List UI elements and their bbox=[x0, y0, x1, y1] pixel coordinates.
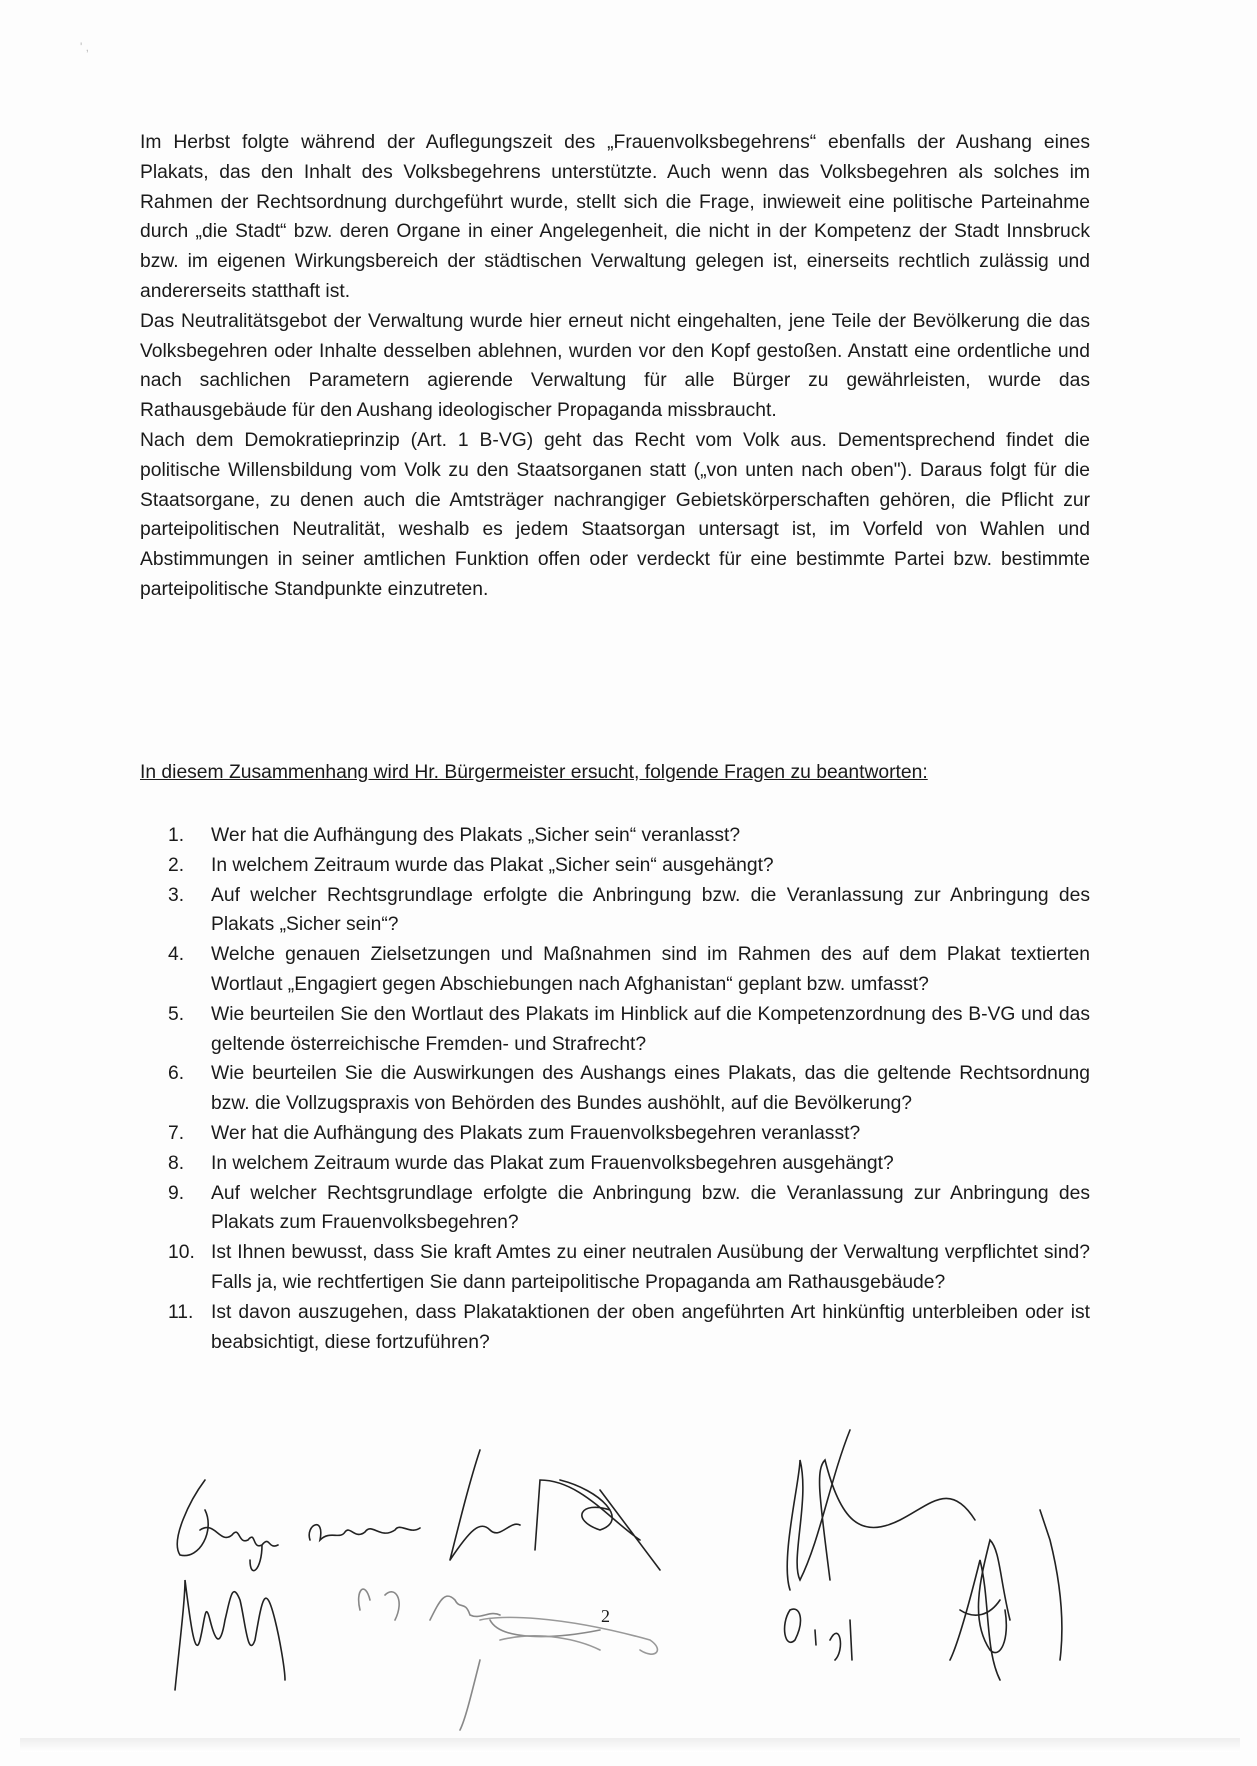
signature-9 bbox=[950, 1560, 1000, 1680]
question-text: Auf welcher Rechtsgrundlage erfolgte die Anbringung bzw. die Veranlassung zur Anbringung des Plakats „Sicher sein“? bbox=[211, 884, 1090, 936]
paragraph: Nach dem Demokratieprinzip (Art. 1 B-VG) geht das Recht vom Volk aus. Dementsprechend findet die politische Willensbildung vom Volk zu den Staatsorganen statt („von unten nach oben"). Daraus folgt für die Staatsorgane, zu denen auch die Amtsträger nachrangiger Gebietskörperschaften gehören, die Pflicht zur parteipolitischen Neutralität, weshalb es jedem Staatsorgan untersagt ist, im Vorfeld von Wahlen und Abstimmungen in seiner amtlichen Funktion offen oder verdeckt für eine bestimmte Partei bzw. bestimmte parteipolitische Standpunkte einzutreten. bbox=[140, 429, 1090, 600]
question-number: 8. bbox=[168, 1152, 185, 1174]
question-text: Wer hat die Aufhängung des Plakats „Sicher sein“ veranlasst? bbox=[211, 825, 741, 846]
paragraph: Im Herbst folgte während der Auflegungszeit des „Frauenvolksbegehrens“ ebenfalls der Aushang eines Plakats, das den Inhalt des Volksbegehrens unterstützte. Auch wenn das Volksbegehren als solches im Rahmen der Rechtsordnung durchgeführt wurde, stellt sich die Frage, inwieweit eine politische Parteinahme durch „die Stadt“ bzw. deren Organe in einer Angelegenheit, die nicht in der Kompetenz der Stadt Innsbruck bzw. im eigenen Wirkungsbereich der städtischen Verwaltung gelegen ist, einerseits rechtlich zulässig und andererseits statthaft ist. bbox=[140, 132, 1090, 302]
question-number: 6. bbox=[168, 1063, 185, 1085]
signature-andrea bbox=[309, 1525, 420, 1540]
page-number: 2 bbox=[601, 1606, 610, 1626]
question-number: 10. bbox=[168, 1242, 195, 1264]
questions-heading: In diesem Zusammenhang wird Hr. Bürgermeister ersucht, folgende Fragen zu beantworten: bbox=[140, 762, 928, 783]
question-text: In welchem Zeitraum wurde das Plakat zum Frauenvolksbegehren ausgehängt? bbox=[211, 1152, 894, 1174]
paragraph: Das Neutralitätsgebot der Verwaltung wurde hier erneut nicht eingehalten, jene Teile der Bevölkerung die das Volksbegehren oder Inhalte desselben ablehnen, wurden vor den Kopf gestoßen. Anstatt eine ordentliche und nach sachlichen Parametern agierende Verwaltung für alle Bürger zu gewährleisten, wurde das Rathausgebäude für den Aushang ideologischer Propaganda missbraucht. bbox=[140, 310, 1090, 422]
signature-haugg bbox=[177, 1480, 278, 1571]
question-text: In welchem Zeitraum wurde das Plakat „Sicher sein“ ausgehängt? bbox=[211, 854, 774, 876]
question-number: 7. bbox=[168, 1122, 185, 1144]
question-number: 9. bbox=[168, 1182, 185, 1204]
question-text: Welche genauen Zielsetzungen und Maßnahmen sind im Rahmen des auf dem Plakat textierten Wortlaut „Engagiert gegen Abschiebungen nach Afghanistan“ geplant bzw. umfasst? bbox=[211, 944, 1090, 995]
question-text: Ist davon auszugehen, dass Plakataktionen der oben angeführten Art hinkünftig unterbleiben oder ist beabsichtigt, diese fortzuführen? bbox=[211, 1301, 1090, 1353]
question-number: 11. bbox=[168, 1301, 194, 1323]
question-text: Wie beurteilen Sie den Wortlaut des Plakats im Hinblick auf die Kompetenzordnung des B-VG und das geltende österreichische Fremden- und Strafrecht? bbox=[211, 1003, 1090, 1055]
scan-edge bbox=[20, 1738, 1240, 1752]
question-text: Auf welcher Rechtsgrundlage erfolgte die Anbringung bzw. die Veranlassung zur Anbringung des Plakats zum Frauenvolksbegehren? bbox=[211, 1182, 1090, 1234]
signature-6 bbox=[175, 1580, 285, 1690]
question-text: Ist Ihnen bewusst, dass Sie kraft Amtes zu einer neutralen Ausübung der Verwaltung verpflichtet sind? Falls ja, wie rechtfertigen Sie dann parteipolitische Propaganda am Rathausgebäude? bbox=[211, 1242, 1090, 1293]
signature-7 bbox=[359, 1589, 600, 1730]
signature-4 bbox=[787, 1430, 975, 1590]
signature-3 bbox=[450, 1450, 660, 1570]
question-number: 1. bbox=[168, 825, 185, 846]
signature-dipl bbox=[785, 1609, 852, 1660]
question-text: Wer hat die Aufhängung des Plakats zum Frauenvolksbegehren veranlasst? bbox=[211, 1122, 861, 1144]
question-number: 3. bbox=[168, 884, 185, 906]
signature-5 bbox=[978, 1510, 1062, 1660]
question-number: 4. bbox=[168, 944, 185, 966]
scan-marks: ' , bbox=[80, 40, 89, 54]
question-text: Wie beurteilen Sie die Auswirkungen des Aushangs eines Plakats, das die geltende Rechtsordnung bzw. die Vollzugspraxis von Behörden des Bundes aushöhlt, auf die Bevölkerung? bbox=[211, 1063, 1090, 1115]
question-number: 5. bbox=[168, 1003, 185, 1025]
question-number: 2. bbox=[168, 854, 185, 876]
